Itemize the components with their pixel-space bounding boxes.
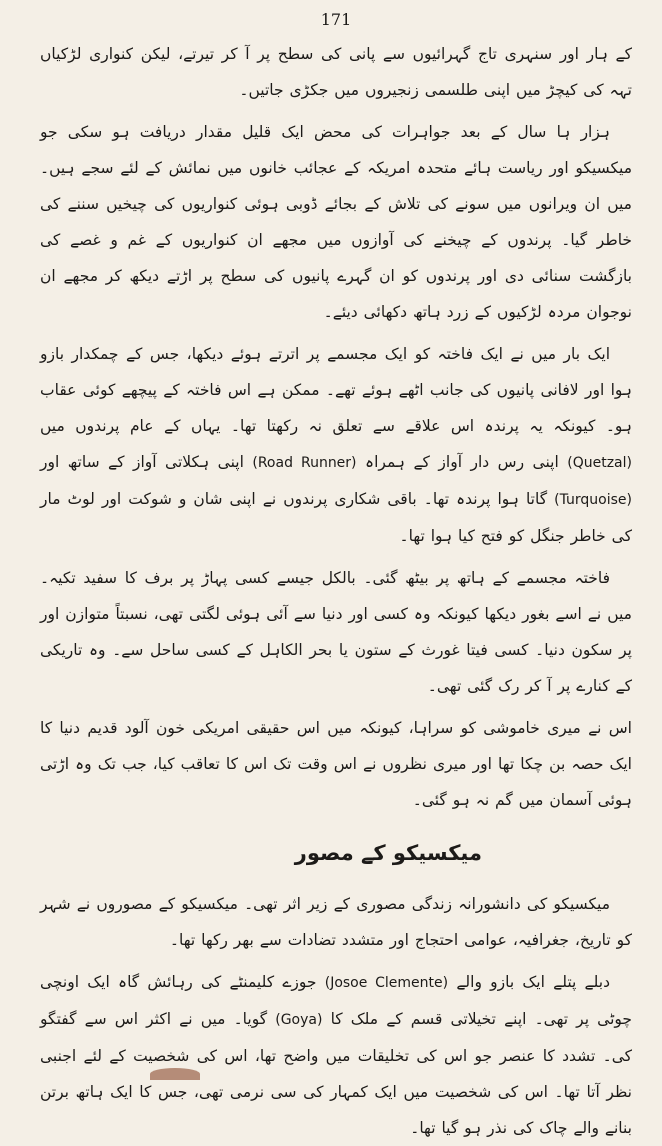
paragraph-4-text: فاختہ مجسمے کے ہاتھ پر بیٹھ گئی۔ بالکل جیسے کسی پہاڑ پر برف کا سفید تکیہ۔ میں نے اسے بغور دیکھا کیونکہ وہ کسی اور دنیا سے آئی ہوئی لگتی تھی، نسبتاً متوازن اور پر سکون دنیا۔ کسی فیتا غورث کے ستون یا بحر الکاہل کے کسی ساحل سے۔ وہ تاریکی کے کنارے پر آ کر رک گئی تھی۔ — [40, 569, 632, 695]
paragraph-3 — [40, 336, 632, 554]
term-quetzal: (Quetzal) — [567, 455, 632, 471]
paragraph-3-text-c: اپنی ہکلاتی آواز کے ساتھ اور — [40, 453, 244, 471]
term-josoe-clemente: (Josoe Clemente) — [324, 975, 449, 991]
paragraph-5-text: اس نے میری خاموشی کو سراہا، کیونکہ میں اس حقیقی امریکی خون آلود قدیم دنیا کا ایک حصہ بن چکا تھا اور میری نظروں نے اس وقت تک اس کا تعاقب کیا، جب تک وہ اڑتی ہوئی آسمان میں گم نہ ہو گئی۔ — [40, 719, 632, 809]
paragraph-2 — [40, 114, 632, 330]
paragraph-2-text: ہزار ہا سال کے بعد جواہرات کی محض ایک قلیل مقدار دریافت ہو سکی جو میکسیکو اور ریاست ہائے متحدہ امریکہ کے عجائب خانوں میں نمائش کے لئے سجے ہیں۔ میں ان ویرانوں میں سونے کی تلاش کے بجائے ڈوبی ہوئی کنواریوں کی چیخیں سننے کی خاطر گیا۔ پرندوں کے چیخنے کی آوازوں میں مجھے ان کنواریوں کے غم و غصے کی بازگشت سنائی دی اور پرندوں کو ان گہرے پانیوں کی سطح پر اڑتے دیکھ کر مجھے ان نوجوان مردہ لڑکیوں کے زرد ہاتھ دکھائی دیئے۔ — [40, 123, 632, 321]
paragraph-1 — [40, 36, 632, 108]
paragraph-7-text-b: جوزے کلیمنٹے کی رہائش گاہ ایک اونچی چوٹی پر تھی۔ اپنے تخیلاتی قسم کے ملک کا — [40, 973, 632, 1028]
paragraph-3-text-a: ایک بار میں نے ایک فاختہ کو ایک مجسمے پر اترتے ہوئے دیکھا، جس کے چمکدار بازو ہوا اور لافانی پانیوں کی جانب اٹھے ہوئے تھے۔ ممکن ہے اس فاختہ کے پیچھے کوئی عقاب ہو۔ کیونکہ یہ پرندہ اس علاقے سے تعلق نہ رکھتا تھا۔ یہاں کے عام پرندوں میں — [40, 345, 632, 435]
paragraph-1-text: کے ہار اور سنہری تاج گہرائیوں سے پانی کی سطح پر آ کر تیرتے، لیکن کنواری لڑکیاں تہہ کی کیچڑ میں اپنی طلسمی زنجیروں میں جکڑی جاتیں۔ — [40, 45, 632, 99]
page-number: 171 — [320, 10, 352, 29]
paragraph-3-text-d: گاتا ہوا پرندہ تھا۔ باقی شکاری پرندوں نے اپنی شان و شوکت اور لوٹ مار کی خاطر جنگل کو فتح کیا ہوا تھا۔ — [40, 490, 632, 545]
term-turquoise: (Turquoise) — [554, 492, 632, 508]
paragraph-6 — [40, 886, 632, 958]
paragraph-4 — [40, 560, 632, 704]
paragraph-7 — [40, 964, 632, 1146]
paragraph-7-text-c: گویا۔ میں نے اکثر اس سے گفتگو کی۔ تشدد کا عنصر جو اس کی تخلیقات میں واضح تھا، اس کی شخصیت کے لئے اجنبی نظر آتا تھا۔ اس کی شخصیت میں ایک کمہار کی سی نرمی تھی، جس کا ایک ہاتھ برتن بنانے والے چاک کی نذر ہو گیا تھا۔ — [40, 1010, 632, 1137]
paragraph-6-text: میکسیکو کی دانشورانہ زندگی مصوری کے زیر اثر تھی۔ میکسیکو کے مصوروں نے شہر کو تاریخ، جغرافیہ، عوامی احتجاج اور متشدد تضادات سے بھر رکھا تھا۔ — [40, 895, 632, 949]
term-road-runner: (Road Runner) — [252, 455, 357, 471]
paragraph-7-text-a: دبلے پتلے ایک بازو والے — [456, 973, 610, 991]
page-edge-shadow — [150, 1068, 200, 1080]
paragraph-3-text-b: اپنی رس دار آواز کے ہمراہ — [365, 453, 559, 471]
section-heading: میکسیکو کے مصور — [294, 841, 482, 865]
term-goya: (Goya) — [275, 1012, 323, 1028]
paragraph-5 — [40, 710, 632, 818]
